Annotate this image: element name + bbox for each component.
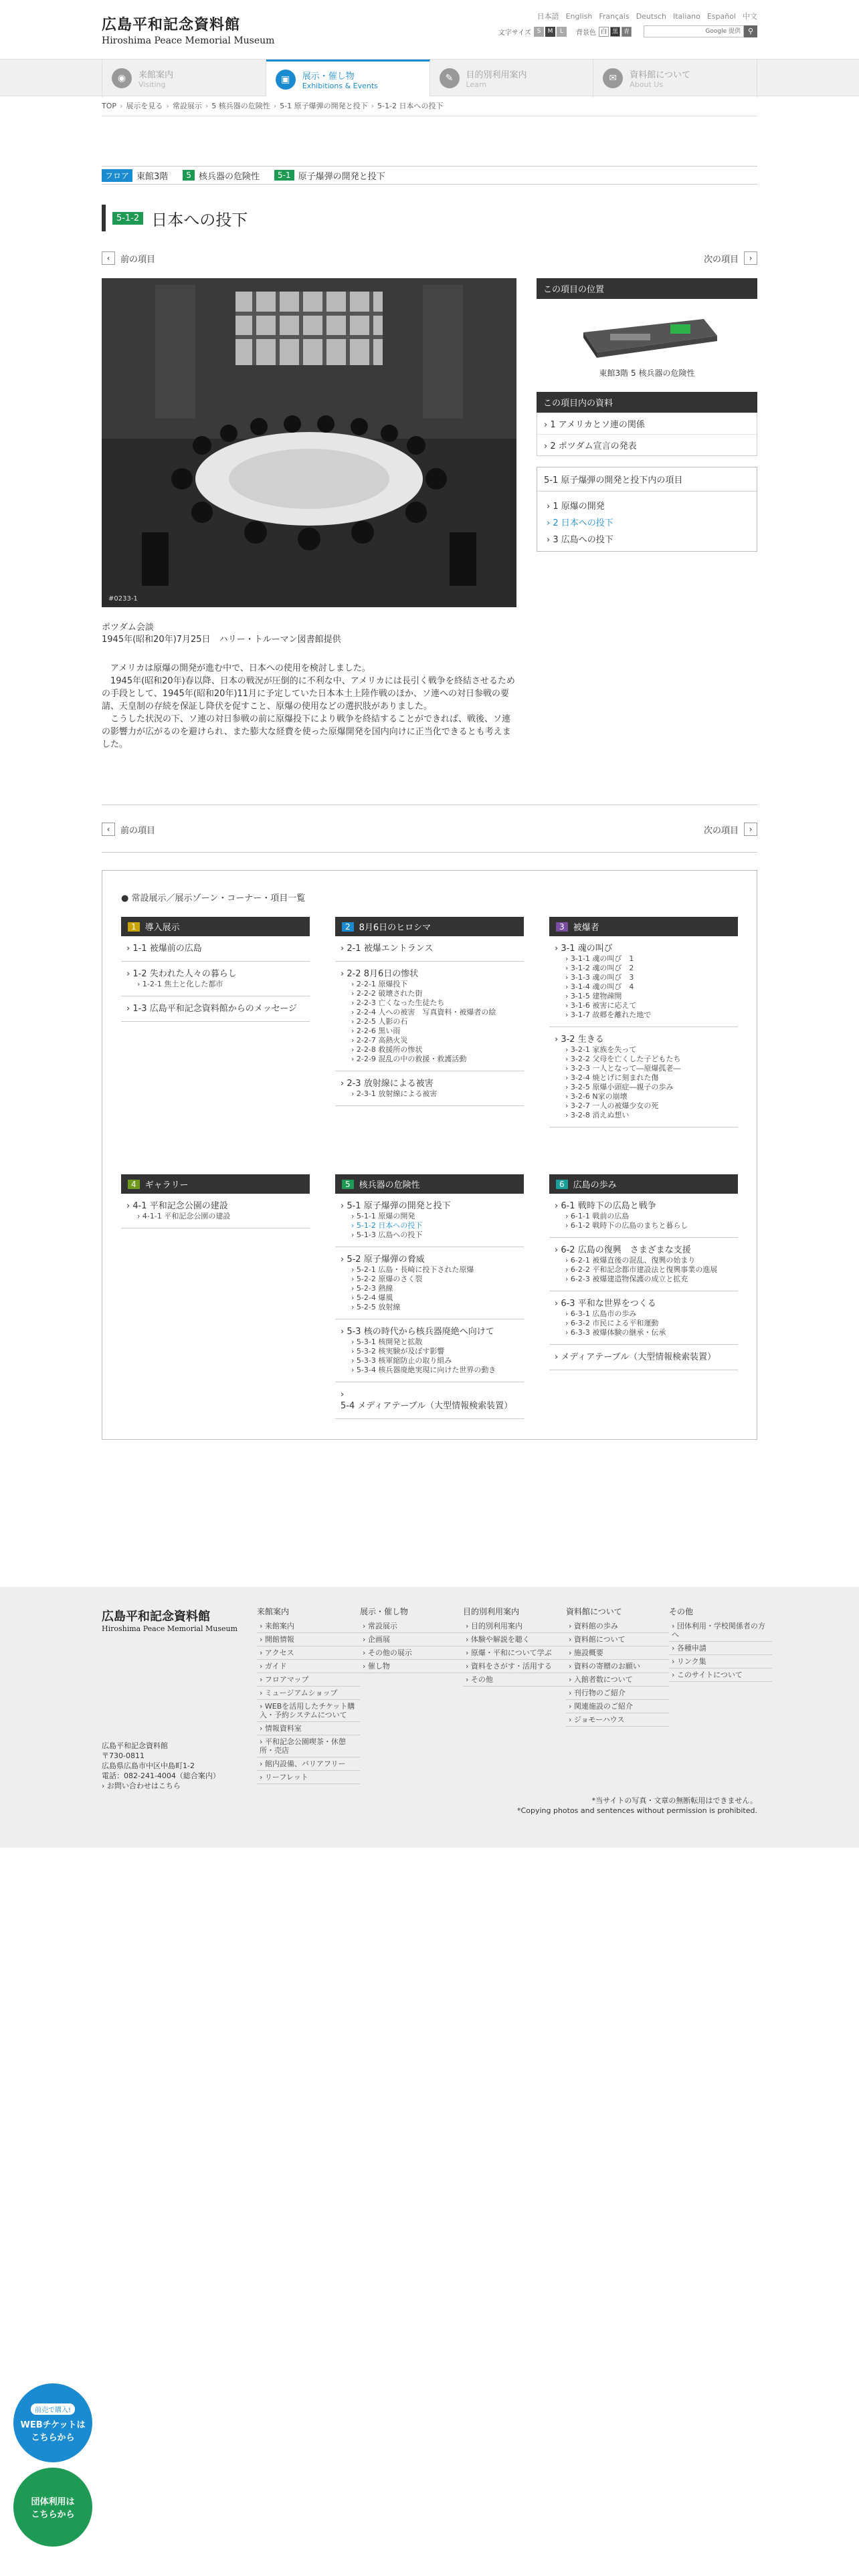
section-item[interactable]: › 3 広島への投下 bbox=[547, 535, 613, 545]
item-link[interactable]: › 5-1-2 日本への投下 bbox=[351, 1221, 423, 1230]
footer-column bbox=[463, 1606, 566, 1784]
footer-link[interactable]: › 資料の寄贈のお願い bbox=[566, 1660, 669, 1673]
zone-column bbox=[335, 917, 524, 1128]
zone-name: 広島の歩み bbox=[573, 1180, 617, 1190]
chevron-right-icon: › bbox=[744, 823, 757, 836]
footer-link[interactable]: › 施設概要 bbox=[566, 1646, 669, 1660]
footer-column-heading[interactable]: 展示・催し物 bbox=[360, 1607, 409, 1616]
corner-link[interactable]: › 1-3 広島平和記念資料館からのメッセージ bbox=[126, 1004, 297, 1014]
lang-it[interactable]: Italiano bbox=[672, 12, 700, 21]
footer-link[interactable]: › 開館情報 bbox=[257, 1633, 360, 1646]
item-link[interactable]: › 6-1-1 戦前の広島 bbox=[565, 1212, 630, 1220]
zone-heading[interactable] bbox=[549, 917, 738, 936]
next-item-link[interactable]: 次の項目 › bbox=[704, 823, 757, 836]
item-link[interactable]: › 2-3-1 放射線による被害 bbox=[351, 1089, 438, 1098]
zone-tag: 5 bbox=[183, 170, 195, 181]
corner-link[interactable]: › 4-1 平和記念公園の建設 bbox=[126, 1201, 228, 1211]
item-link[interactable]: › 3-2-6 N家の崩壊 bbox=[565, 1092, 628, 1101]
item-link[interactable]: › 6-2-3 被爆建造物保護の成立と拡充 bbox=[565, 1275, 688, 1283]
footer-column bbox=[566, 1606, 669, 1784]
corner-group bbox=[335, 936, 524, 962]
zone-heading[interactable] bbox=[335, 1174, 524, 1194]
item-link[interactable]: › 5-1-1 原爆の開発 bbox=[351, 1212, 415, 1220]
item-link[interactable]: › 3-1-4 魂の叫び 4 bbox=[565, 982, 634, 991]
zone-name: 8月6日のヒロシマ bbox=[359, 923, 432, 933]
item-link[interactable]: › 2-2-1 原爆投下 bbox=[351, 980, 408, 988]
footer-link[interactable]: › アクセス bbox=[257, 1646, 360, 1660]
floor-map[interactable] bbox=[537, 299, 757, 385]
footer-link[interactable]: › フロアマップ bbox=[257, 1673, 360, 1687]
item-link[interactable]: › 5-3-2 核実験が及ぼす影響 bbox=[351, 1347, 445, 1356]
photo-caption: ポツダム会談 1945年(昭和20年)7月25日 ハリー・トルーマン図書館提供 bbox=[102, 623, 341, 645]
pin-icon: ◉ bbox=[112, 68, 132, 88]
floor-name[interactable]: 東館3階 bbox=[136, 171, 169, 182]
corner-link[interactable]: › 6-2 広島の復興 さまざまな支援 bbox=[555, 1245, 691, 1255]
font-size-s[interactable]: S bbox=[534, 27, 544, 37]
corner-group bbox=[121, 996, 310, 1022]
footer-link[interactable]: › 入館者数について bbox=[566, 1673, 669, 1687]
search-input[interactable]: Google 提供 bbox=[644, 25, 744, 37]
footer-link[interactable]: › 資料館について bbox=[566, 1633, 669, 1646]
material-item[interactable]: › 1 アメリカとソ連の関係 bbox=[537, 413, 757, 434]
zone-heading[interactable] bbox=[121, 1174, 310, 1194]
site-header bbox=[102, 0, 757, 59]
bg-color-label: 背景色 bbox=[576, 29, 596, 37]
corner-group bbox=[335, 1247, 524, 1319]
footer-address: 広島平和記念資料館 〒730-0811 広島県広島市中区中島町1-2 電話：082-241-4004（総合案内） › お問い合わせはこちら bbox=[102, 1741, 220, 1790]
nav-exhibitions[interactable]: ▣ 展示・催し物 Exhibitions & Events bbox=[266, 60, 430, 97]
zone-number: 1 bbox=[128, 922, 140, 932]
page-title bbox=[102, 205, 757, 231]
pager-top bbox=[102, 251, 757, 265]
zone-column bbox=[121, 917, 310, 1128]
footer-link[interactable]: › 平和記念公園喫茶・休憩所・売店 bbox=[257, 1735, 360, 1757]
lang-ja[interactable]: 日本語 bbox=[537, 12, 559, 21]
corner-group bbox=[335, 1382, 524, 1419]
footer-link[interactable]: › WEBを活用したチケット購入・予約システムについて bbox=[257, 1700, 360, 1722]
footer-link[interactable]: › その他の展示 bbox=[360, 1646, 463, 1660]
search-button[interactable] bbox=[744, 25, 757, 37]
zone-heading[interactable] bbox=[549, 1174, 738, 1194]
item-link[interactable]: › 2-2-2 破壊された街 bbox=[351, 989, 423, 998]
pager-bottom bbox=[102, 823, 757, 836]
corner-link[interactable]: › メディアテーブル（大型情報検索装置） bbox=[555, 1352, 717, 1362]
footer-link[interactable]: › 情報資料室 bbox=[257, 1722, 360, 1735]
zone-heading[interactable] bbox=[335, 917, 524, 936]
zone-column bbox=[549, 1174, 738, 1419]
floor-tag: フロア bbox=[102, 169, 132, 182]
footer-column bbox=[360, 1606, 463, 1784]
prev-item-link[interactable]: ‹ 前の項目 bbox=[102, 823, 155, 836]
lang-fr[interactable]: Français bbox=[599, 12, 630, 21]
global-nav-bar bbox=[0, 59, 859, 96]
item-link[interactable]: › 5-2-4 爆風 bbox=[351, 1293, 393, 1302]
potsdam-conference-photo bbox=[102, 278, 516, 607]
item-link[interactable]: › 3-2-3 一人となって―原爆孤老― bbox=[565, 1064, 681, 1073]
photo-code: #0233-1 bbox=[108, 595, 138, 603]
corner-link[interactable]: › 2-3 放射線による被害 bbox=[341, 1079, 434, 1089]
zone-column bbox=[335, 1174, 524, 1419]
corner-group bbox=[549, 936, 738, 1027]
accessibility-tools bbox=[498, 25, 757, 37]
footer-link[interactable]: › 団体利用・学校関係者の方へ bbox=[669, 1620, 772, 1642]
footer-link[interactable]: › 刊行物のご紹介 bbox=[566, 1687, 669, 1700]
corner-link[interactable]: › 6-3 平和な世界をつくる bbox=[555, 1299, 656, 1309]
corner-link[interactable]: › 5-4 メディアテーブル（大型情報検索装置） bbox=[341, 1390, 513, 1411]
zone-name: 導入展示 bbox=[145, 923, 180, 933]
item-link[interactable]: › 2-2-3 亡くなった生徒たち bbox=[351, 998, 445, 1007]
footer-link[interactable]: › このサイトについて bbox=[669, 1669, 772, 1682]
item-link[interactable]: › 5-2-1 広島・長崎に投下された原爆 bbox=[351, 1265, 474, 1274]
footer-link[interactable]: › 原爆・平和について学ぶ bbox=[463, 1646, 566, 1660]
web-ticket-badge[interactable]: 前売で購入! WEBチケットは こちらから bbox=[13, 2383, 92, 2462]
item-number: 5-1-2 bbox=[112, 212, 143, 225]
corner-link[interactable]: › 1-2 失われた人々の暮らし bbox=[126, 969, 237, 979]
corner-group bbox=[335, 1319, 524, 1382]
item-link[interactable]: › 2-2-6 黒い雨 bbox=[351, 1027, 401, 1035]
footer-link[interactable]: › 催し物 bbox=[360, 1660, 463, 1673]
footer-logo[interactable]: 広島平和記念資料館 Hiroshima Peace Memorial Museum bbox=[102, 1610, 238, 1633]
pencil-icon: ✎ bbox=[440, 68, 460, 88]
location-bar bbox=[102, 166, 757, 185]
nav-about[interactable]: ✉ 資料館について About Us bbox=[593, 60, 757, 97]
item-link[interactable]: › 2-2-7 高熱火災 bbox=[351, 1036, 408, 1045]
site-footer bbox=[0, 1587, 859, 1848]
item-link[interactable]: › 4-1-1 平和記念公園の建設 bbox=[137, 1212, 231, 1220]
footer-link[interactable]: › 資料をさがす・活用する bbox=[463, 1660, 566, 1673]
prev-item-link[interactable]: ‹ 前の項目 bbox=[102, 251, 155, 265]
position-heading: この項目の位置 bbox=[537, 278, 757, 299]
zone-heading[interactable] bbox=[121, 917, 310, 936]
item-link[interactable]: › 3-1-3 魂の叫び 3 bbox=[565, 973, 634, 982]
corner-link[interactable]: › 6-1 戦時下の広島と戦争 bbox=[555, 1201, 656, 1211]
corner-group bbox=[121, 1194, 310, 1228]
item-link[interactable]: › 3-2-5 原爆小頭症―親子の歩み bbox=[565, 1083, 674, 1091]
crumb-exhibits[interactable]: 展示を見る bbox=[126, 102, 163, 110]
font-size-m[interactable]: M bbox=[545, 27, 555, 37]
item-link[interactable]: › 6-2-1 被爆直後の混乱、復興の始まり bbox=[565, 1256, 696, 1265]
corner-group bbox=[549, 1027, 738, 1128]
next-item-link[interactable]: 次の項目 › bbox=[704, 251, 757, 265]
corner-group bbox=[549, 1345, 738, 1370]
item-link[interactable]: › 5-3-3 核軍縮防止の取り組み bbox=[351, 1356, 452, 1365]
item-link[interactable]: › 2-2-8 救援所の惨状 bbox=[351, 1045, 423, 1054]
chevron-left-icon: ‹ bbox=[102, 823, 115, 836]
bg-black[interactable]: 黒 bbox=[610, 27, 620, 37]
chevron-left-icon: ‹ bbox=[102, 251, 115, 265]
lang-en[interactable]: English bbox=[565, 12, 593, 21]
section-item[interactable]: › 1 原爆の開発 bbox=[547, 502, 605, 512]
footer-link[interactable]: › リーフレット bbox=[257, 1771, 360, 1784]
lang-es[interactable]: Español bbox=[706, 12, 736, 21]
footer-column bbox=[669, 1606, 772, 1784]
bg-blue[interactable]: 青 bbox=[622, 27, 632, 37]
font-size-l[interactable]: L bbox=[557, 27, 567, 37]
book-icon: ▣ bbox=[276, 70, 296, 90]
item-link[interactable]: › 1-2-1 焦土と化した都市 bbox=[137, 980, 223, 988]
item-description: アメリカは原爆の開発が進む中で、日本への使用を検討しました。 1945年(昭和20年)春以降、日本の戦況が圧倒的に不利な中、アメリカには長引く戦争を終結させるための手段として、1945年(昭和20年)11月に予定していた日本本土上陸作戦のほか、ソ連への対日参戦の要請、天皇制の存続を保証し降伏を促すこと、原爆の使用などの選択肢がありました。 こうした状況の下、ソ連の対日参戦の前に原爆投下により戦争を終結することができれば、戦後、ソ連の影響力が広がるのを避けられ、また膨大な経費を使った原爆開発を国内向けに正当化できるとも考えました。 bbox=[102, 663, 515, 750]
footer-link[interactable]: › 各種申請 bbox=[669, 1642, 772, 1655]
corner-group bbox=[335, 1194, 524, 1247]
section-item-current[interactable]: › 2 日本への投下 bbox=[547, 518, 613, 528]
footer-link[interactable]: › ミュージアムショップ bbox=[257, 1687, 360, 1700]
zone-number: 5 bbox=[342, 1180, 354, 1189]
item-link[interactable]: › 3-1-7 故郷を離れた地で bbox=[565, 1010, 652, 1019]
crumb-current: 5-1-2 日本への投下 bbox=[377, 102, 444, 110]
item-link[interactable]: › 5-2-2 原爆のさく裂 bbox=[351, 1275, 423, 1283]
item-link[interactable]: › 3-2-7 一人の被爆少女の死 bbox=[565, 1101, 659, 1110]
zone-name: 被爆者 bbox=[573, 923, 599, 933]
item-link[interactable]: › 3-1-1 魂の叫び 1 bbox=[565, 954, 634, 963]
item-link[interactable]: › 3-1-2 魂の叫び 2 bbox=[565, 964, 634, 972]
footer-link[interactable]: › リンク集 bbox=[669, 1655, 772, 1669]
footer-column-heading[interactable]: 目的別利用案内 bbox=[463, 1607, 520, 1616]
item-link[interactable]: › 2-2-9 混乱の中の救援・救護活動 bbox=[351, 1055, 467, 1063]
corner-group bbox=[335, 962, 524, 1071]
lang-zh[interactable]: 中文 bbox=[743, 12, 757, 21]
item-link[interactable]: › 2-2-4 人への被害 写真資料・被爆者の絵 bbox=[351, 1008, 496, 1016]
footer-column-heading[interactable]: 資料館について bbox=[566, 1607, 622, 1616]
zone-name: 核兵器の危険性 bbox=[359, 1180, 420, 1190]
contact-link[interactable]: › お問い合わせはこちら bbox=[102, 1782, 181, 1790]
crumb-section[interactable]: 5-1 原子爆弾の開発と投下 bbox=[280, 102, 368, 110]
item-link[interactable]: › 2-2-5 人影の石 bbox=[351, 1017, 408, 1026]
corner-group bbox=[549, 1194, 738, 1238]
exhibit-index bbox=[102, 870, 757, 1440]
crumb-zone[interactable]: 5 核兵器の危険性 bbox=[211, 102, 270, 110]
corner-link[interactable]: › 1-1 被爆前の広島 bbox=[126, 944, 202, 954]
item-link[interactable]: › 6-1-2 戦時下の広島のまちと暮らし bbox=[565, 1221, 688, 1230]
footer-link[interactable]: › 目的別利用案内 bbox=[463, 1620, 566, 1633]
corner-link[interactable]: › 5-2 原子爆弾の脅威 bbox=[341, 1255, 425, 1265]
item-link[interactable]: › 5-1-3 広島への投下 bbox=[351, 1230, 423, 1239]
lang-de[interactable]: Deutsch bbox=[636, 12, 666, 21]
item-link[interactable]: › 5-3-4 核兵器廃絶実現に向けた世界の動き bbox=[351, 1366, 496, 1374]
corner-link[interactable]: › 3-1 魂の叫び bbox=[555, 944, 613, 954]
footer-link[interactable]: › 館内設備、バリアフリー bbox=[257, 1757, 360, 1771]
item-link[interactable]: › 3-1-5 建物疎開 bbox=[565, 992, 622, 1000]
zone-number: 3 bbox=[556, 922, 568, 932]
item-link[interactable]: › 6-3-3 被爆体験の継承・伝承 bbox=[565, 1328, 666, 1337]
font-size-label: 文字サイズ bbox=[498, 29, 531, 37]
nav-visiting[interactable]: ◉ 来館案内 Visiting bbox=[102, 60, 266, 97]
chevron-right-icon: › bbox=[744, 251, 757, 265]
footer-link[interactable]: › ジョモーハウス bbox=[566, 1713, 669, 1727]
floor-map-caption: 東館3階 5 核兵器の危険性 bbox=[599, 368, 695, 378]
corner-group bbox=[335, 1071, 524, 1106]
zone-name[interactable]: 核兵器の危険性 bbox=[198, 171, 260, 182]
footer-link[interactable]: › 常設展示 bbox=[360, 1620, 463, 1633]
zone-column bbox=[121, 1174, 310, 1419]
item-link[interactable]: › 5-2-5 放射線 bbox=[351, 1303, 401, 1311]
section-items-heading: 5-1 原子爆弾の開発と投下内の項目 bbox=[537, 467, 757, 492]
item-link[interactable]: › 3-2-1 家族を失って bbox=[565, 1045, 637, 1054]
footer-link[interactable]: › その他 bbox=[463, 1673, 566, 1687]
footer-link[interactable]: › 関連施設のご紹介 bbox=[566, 1700, 669, 1713]
item-link[interactable]: › 5-2-3 熱線 bbox=[351, 1284, 393, 1293]
item-link[interactable]: › 3-2-8 消えぬ想い bbox=[565, 1111, 630, 1119]
bg-white[interactable]: 白 bbox=[599, 27, 609, 37]
corner-link[interactable]: › 2-2 8月6日の惨状 bbox=[341, 969, 419, 979]
corner-group bbox=[549, 1238, 738, 1291]
footer-link[interactable]: › 資料館の歩み bbox=[566, 1620, 669, 1633]
corner-group bbox=[121, 936, 310, 962]
floor-map-image bbox=[570, 306, 724, 359]
section-name[interactable]: 原子爆弾の開発と投下 bbox=[298, 171, 385, 182]
section-tag: 5-1 bbox=[274, 170, 294, 181]
item-link[interactable]: › 6-3-1 広島市の歩み bbox=[565, 1309, 637, 1318]
item-link[interactable]: › 3-2-4 焼とげに刻まれた傷 bbox=[565, 1073, 659, 1082]
corner-link[interactable]: › 2-1 被爆エントランス bbox=[341, 944, 434, 954]
item-link[interactable]: › 3-1-6 被害に応えて bbox=[565, 1001, 637, 1010]
footer-column-heading[interactable]: その他 bbox=[669, 1607, 694, 1616]
chat-icon: ✉ bbox=[603, 68, 623, 88]
materials-heading: この項目内の資料 bbox=[537, 392, 757, 413]
zone-number: 2 bbox=[342, 922, 354, 932]
footer-link[interactable]: › 企画展 bbox=[360, 1633, 463, 1646]
footer-link[interactable]: › 体験や解説を聴く bbox=[463, 1633, 566, 1646]
corner-group bbox=[549, 1291, 738, 1345]
item-link[interactable]: › 6-3-2 市民による平和運動 bbox=[565, 1319, 659, 1327]
group-use-badge[interactable]: 団体利用は こちらから bbox=[13, 2468, 92, 2547]
crumb-permanent[interactable]: 常設展示 bbox=[172, 102, 202, 110]
materials-list bbox=[537, 413, 757, 456]
search-icon: ⚲ bbox=[747, 27, 754, 35]
language-switcher bbox=[531, 11, 757, 21]
exhibit-index-title: ● 常設展示／展示ゾーン・コーナー・項目一覧 bbox=[121, 893, 306, 903]
material-item[interactable]: › 2 ポツダム宣言の発表 bbox=[537, 434, 757, 455]
corner-link[interactable]: › 5-1 原子爆弾の開発と投下 bbox=[341, 1201, 451, 1211]
item-link[interactable]: › 5-3-1 核開発と拡散 bbox=[351, 1337, 423, 1346]
footer-column bbox=[257, 1606, 360, 1784]
zone-column bbox=[549, 917, 738, 1128]
corner-link[interactable]: › 3-2 生きる bbox=[555, 1035, 604, 1045]
item-link[interactable]: › 6-2-2 平和記念都市建設法と復興事業の進展 bbox=[565, 1265, 718, 1274]
item-link[interactable]: › 3-2-2 父母を亡くした子どもたち bbox=[565, 1055, 681, 1063]
item-title: 日本への投下 bbox=[151, 210, 248, 229]
nav-learn[interactable]: ✎ 目的別利用案内 Learn bbox=[430, 60, 594, 97]
zone-number: 6 bbox=[556, 1180, 568, 1189]
zone-name: ギャラリー bbox=[145, 1180, 189, 1190]
footer-link[interactable]: › 来館案内 bbox=[257, 1620, 360, 1633]
breadcrumb: TOP › 展示を見る › 常設展示 › 5 核兵器の危険性 › 5-1 原子爆弾の開発と投下 › 5-1-2 日本への投下 bbox=[102, 96, 757, 116]
footer-column-heading[interactable]: 来館案内 bbox=[257, 1607, 290, 1616]
corner-link[interactable]: › 5-3 核の時代から核兵器廃絶へ向けて bbox=[341, 1327, 494, 1337]
copyright-notice: *当サイトの写真・文章の無断転用はできません。 *Copying photos and sentences without permission is prohibited. bbox=[517, 1796, 757, 1815]
site-logo[interactable]: 広島平和記念資料館 Hiroshima Peace Memorial Museum bbox=[102, 16, 275, 46]
corner-group bbox=[121, 962, 310, 996]
footer-link[interactable]: › ガイド bbox=[257, 1660, 360, 1673]
section-items-box bbox=[537, 467, 757, 552]
crumb-top[interactable]: TOP bbox=[102, 102, 117, 110]
zone-number: 4 bbox=[128, 1180, 140, 1189]
